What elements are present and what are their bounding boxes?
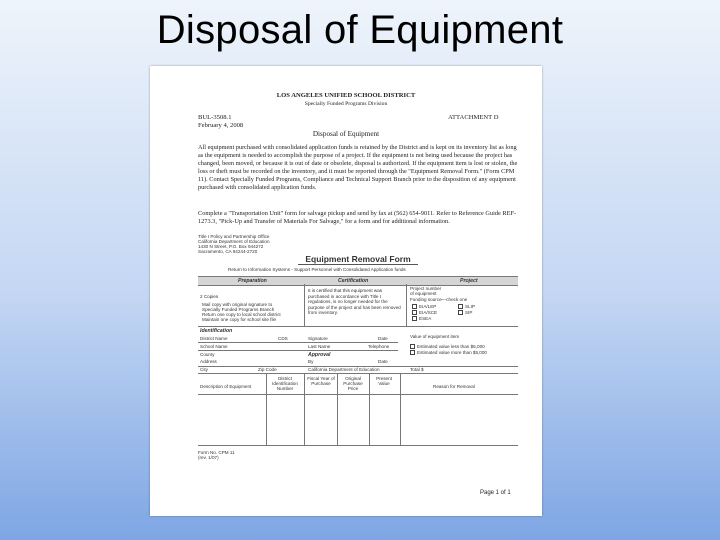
signature-field[interactable]: Signature [308, 336, 328, 341]
col-certification: Certification [338, 278, 369, 284]
th-original-price: Original Purchase Price [343, 376, 363, 391]
form-address-3: 1430 N Street, P.O. Box 944272 [198, 244, 264, 249]
funding-sip[interactable]: SIP [458, 310, 472, 315]
col-project: Project [460, 278, 478, 284]
value-less-5000[interactable]: Estimated value less than $5,000 [410, 344, 485, 349]
form-instruction: Return to Information Systems - Support Personnel with Consolidated Application funds [228, 267, 406, 272]
identification-label: Identification [200, 328, 233, 334]
bulletin-date: February 4, 2008 [198, 122, 244, 129]
form-address-2: California Department of Education [198, 239, 270, 244]
approval-label: Approval [308, 352, 331, 358]
funding-slip[interactable]: SLIP [458, 304, 475, 309]
prep-bullet-1: Mail copy with original signature to [202, 302, 273, 307]
value-label: Value of equipment item [410, 334, 460, 339]
attachment-label: ATTACHMENT D [448, 114, 499, 121]
equipment-removal-form [198, 234, 518, 504]
th-district-id: District Identification Number [272, 376, 298, 391]
division-name: Specially Funded Programs Division [304, 101, 388, 107]
zip-field[interactable]: Zip Code [258, 367, 277, 372]
document-page [150, 66, 542, 516]
prep-bullet-3: Return one copy to local school district [202, 312, 281, 317]
address-field[interactable]: Address [200, 359, 217, 364]
form-address-1: Title I Policy and Partnership Office [198, 234, 270, 239]
school-name-field[interactable]: School Name [200, 344, 228, 349]
funding-eia-sce[interactable]: EIA/SCE [412, 310, 437, 315]
county-field[interactable]: County [200, 352, 215, 357]
city-field[interactable]: City [200, 367, 208, 372]
document-heading: Disposal of Equipment [312, 130, 380, 138]
paragraph-2: Complete a "Transportation Unit" form for salvage pickup and send by fax at (562) 654-9011. Refer to Reference Guide REF-1273.3, "Pick-Up and Transfer of Materials For Salvage," for a form and for additional information. [198, 210, 517, 225]
prep-bullet-2: Specially Funded Programs Branch [202, 307, 275, 312]
page-number: Page 1 of 1 [480, 490, 511, 496]
district-name-field[interactable]: District Name [200, 336, 228, 341]
form-address-4: Sacramento, CA 94244-2720 [198, 249, 258, 254]
approval-by-field[interactable]: By [308, 359, 314, 364]
telephone-field[interactable]: Telephone [368, 344, 390, 349]
approval-date-field[interactable]: Date [378, 359, 388, 364]
th-description: Description of Equipment [200, 384, 252, 389]
cds-field[interactable]: CDS [278, 336, 288, 341]
funding-eia-lep[interactable]: EIA/LEP [412, 304, 436, 309]
bulletin-ref: BUL-3508.1 [198, 114, 232, 121]
th-fiscal-year: Fiscal Year of Purchase [307, 376, 335, 386]
total-field[interactable]: Total $ [410, 367, 424, 372]
th-present-value: Present Value [376, 376, 392, 386]
value-more-5000[interactable]: Estimated value more than $5,000 [410, 350, 487, 355]
certification-text: It is certified that this equipment was purchased in accordance with Title I regulations, is no longer needed for the purpose of the project and has been removed from inventory. [308, 288, 401, 315]
column-header-bar [198, 276, 518, 286]
th-reason: Reason for Removal [433, 384, 475, 389]
paragraph-1: All equipment purchased with consolidated application funds is retained by the District and is kept on its inventory list as long as the equipment is needed to accomplish the purpose of a project. If the equipment is not being used because the project has changed, been moved, or because it is out of date or obsolete, disposal is authorized. If the equipment item is lost or stolen, the loss or theft must be recorded on the inventory, and it must be reported through the "Equipment Removal Form." (Form CPM 11). Contact Specially Funded Programs, Compliance and Technical Support Branch prior to the disposition of any equipment purchased with consolidated application funds. [198, 144, 518, 191]
project-line-1: Project number [410, 286, 442, 291]
last-name-field[interactable]: Last Name [308, 344, 331, 349]
form-number: Form No. CPM 11 [198, 450, 235, 455]
org-name: LOS ANGELES UNIFIED SCHOOL DISTRICT [276, 92, 416, 99]
form-title: Equipment Removal Form [298, 254, 418, 265]
cde-line: California Department of Education [308, 367, 380, 372]
form-revision: (rev. 1/07) [198, 455, 219, 460]
col-preparation: Preparation [238, 278, 267, 284]
project-line-2: of equipment [410, 291, 437, 296]
prep-bullet-4: Maintain one copy for school site file [202, 317, 277, 322]
copies-label: 2 Copies [200, 294, 219, 299]
funding-esea[interactable]: ESEA [412, 316, 431, 321]
project-line-3: Funding source—check one [410, 297, 468, 302]
signature-date-field[interactable]: Date [378, 336, 388, 341]
slide-title: Disposal of Equipment [156, 8, 564, 52]
